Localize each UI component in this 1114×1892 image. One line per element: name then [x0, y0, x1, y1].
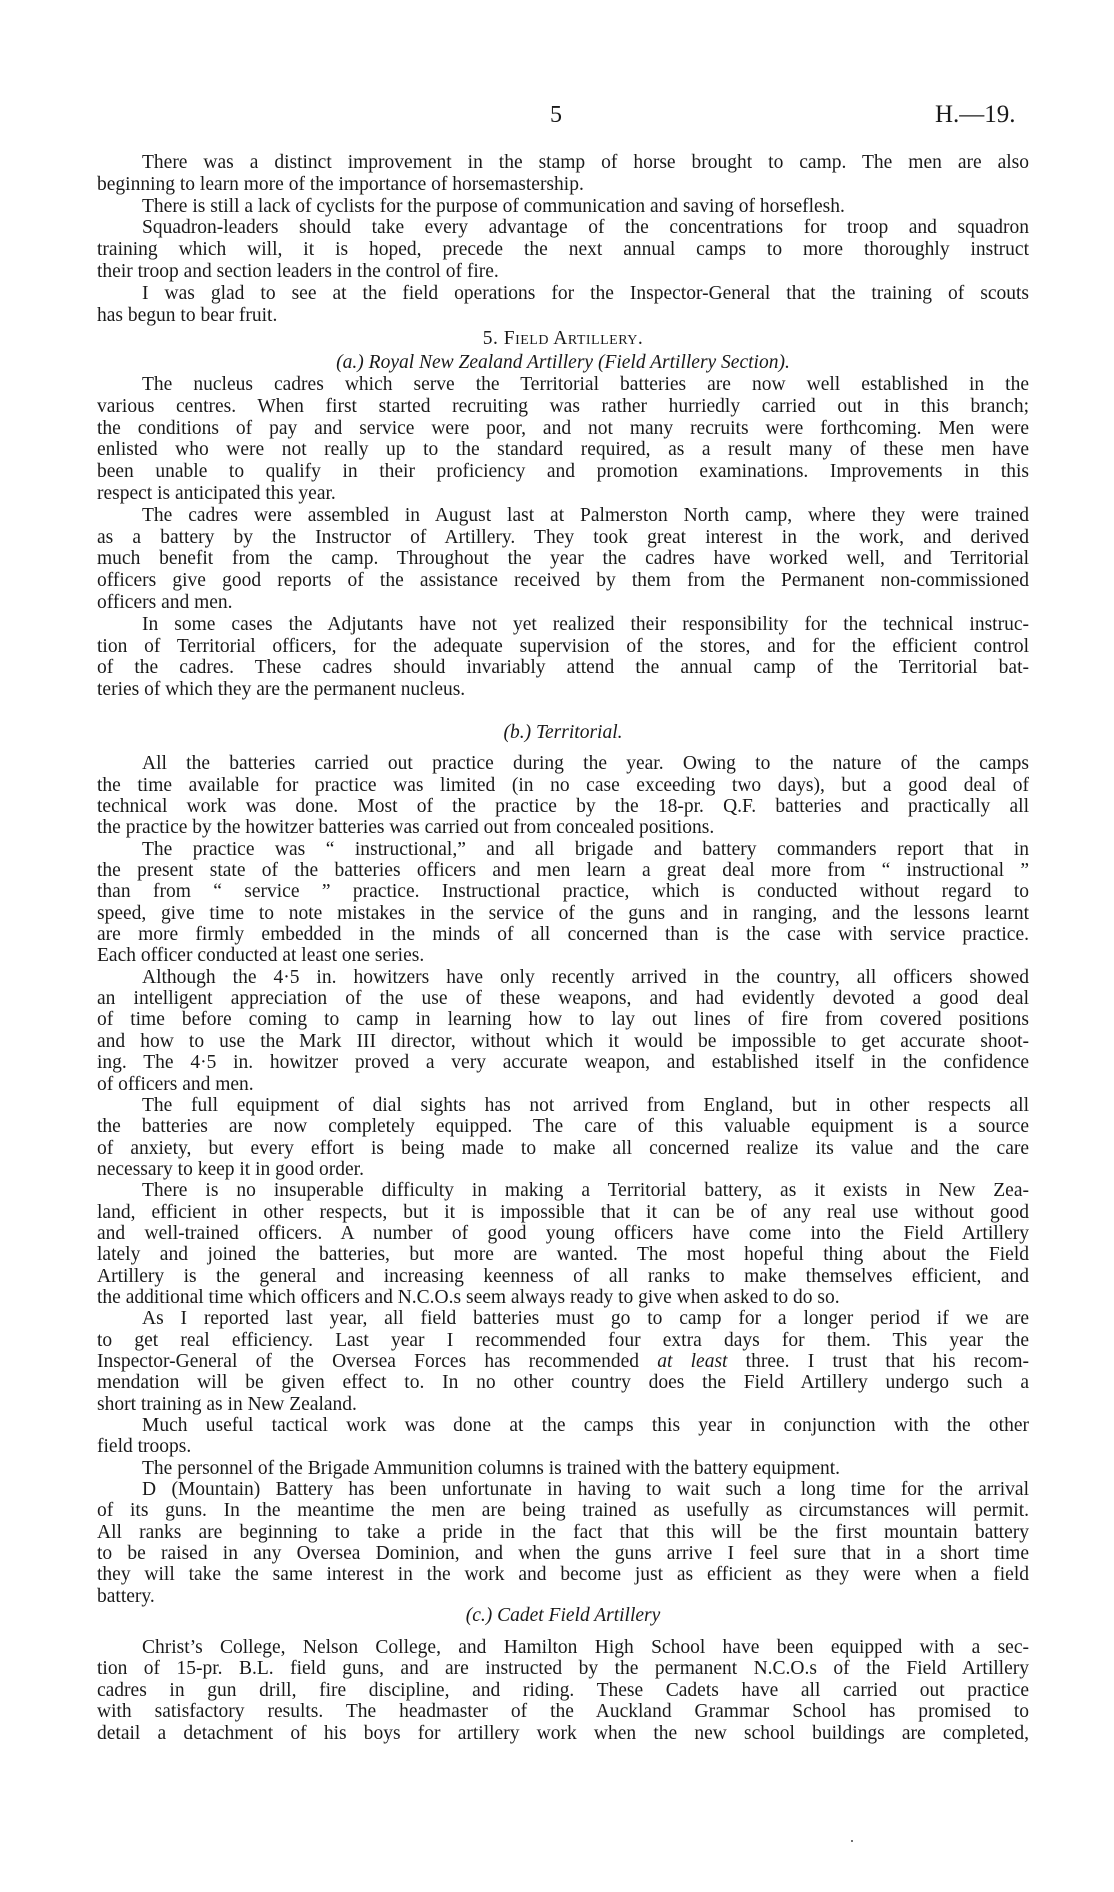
paragraph	[97, 614, 1029, 701]
section-heading	[97, 328, 1029, 350]
text-line: The cadres were assembled in August last at Palmerston North camp, where they were trained	[142, 504, 1029, 526]
text-line: the practice by the howitzer batteries was carried out from concealed positions.	[97, 817, 715, 839]
text-line: tion of Territorial officers, for the adequate supervision of the stores, and for the efficient control	[97, 635, 1029, 657]
text-line: detail a detachment of his boys for artillery work when the new school buildings are completed,	[97, 1722, 1029, 1744]
section-heading	[97, 1605, 1029, 1627]
text-line: necessary to keep it in good order.	[97, 1158, 364, 1180]
text-line: There is still a lack of cyclists for the purpose of communication and saving of horseflesh.	[142, 195, 845, 217]
paragraph	[97, 217, 1029, 282]
paragraph	[97, 152, 1029, 196]
text-line: All ranks are beginning to take a pride in the fact that this will be the first mountain battery	[97, 1521, 1029, 1543]
paragraph	[97, 753, 1029, 838]
text-line: the additional time which officers and N.C.O.s seem always ready to give when asked to do so.	[97, 1286, 840, 1308]
text-segment: three. I trust that his recom-	[727, 1350, 1029, 1372]
text-line: to be raised in any Oversea Dominion, and when the guns arrive I feel sure that in a short time	[97, 1543, 1029, 1565]
text-line: of the cadres. These cadres should invariably attend the annual camp of the Territorial bat-	[97, 657, 1029, 679]
text-line: The practice was “ instructional,” and all brigade and battery commanders report that in	[142, 838, 1029, 860]
text-line: field troops.	[97, 1436, 192, 1458]
text-line: (a.) Royal New Zealand Artillery (Field Artillery Section).	[336, 352, 790, 374]
text-line: technical work was done. Most of the practice by the 18-pr. Q.F. batteries and practically all	[97, 796, 1029, 818]
text-line: tion of 15-pr. B.L. field guns, and are instructed by the permanent N.C.O.s of the Field Artillery	[97, 1658, 1029, 1680]
paragraph	[97, 1308, 1029, 1415]
text-line: teries of which they are the permanent nucleus.	[97, 679, 466, 701]
scan-speck	[851, 1840, 853, 1842]
text-line: Artillery is the general and increasing keenness of all ranks to make themselves efficient, and	[97, 1265, 1029, 1287]
text-line: and well-trained officers. A number of good young officers have come into the Field Artillery	[97, 1222, 1029, 1244]
text-line: their troop and section leaders in the control of fire.	[97, 260, 499, 282]
text-segment: Inspector-General of the Oversea Forces has recommended	[97, 1350, 658, 1372]
text-line: Much useful tactical work was done at the camps this year in conjunction with the other	[142, 1415, 1029, 1436]
text-line: are more firmly embedded in the minds of all concerned than is the case with service practice.	[97, 924, 1029, 946]
text-line: Squadron-leaders should take every advantage of the concentrations for troop and squadron	[142, 217, 1029, 239]
section-heading	[97, 722, 1029, 743]
section-heading	[97, 352, 1029, 374]
text-line: the time available for practice was limited (in no case exceeding two days), but a good deal of	[97, 774, 1029, 796]
text-line: they will take the same interest in the work and become just as efficient as they were when a field	[97, 1564, 1029, 1586]
text-line: officers give good reports of the assistance received by them from the Permanent non-commissioned	[97, 570, 1029, 592]
text-line: beginning to learn more of the importance of horsemastership.	[97, 173, 584, 195]
text-line: the conditions of pay and service were poor, and not many recruits were forthcoming. Men were	[97, 417, 1029, 439]
text-line: with satisfactory results. The headmaster of the Auckland Grammar School has promised to	[97, 1701, 1029, 1723]
text-section	[97, 1603, 1029, 1745]
paragraph	[97, 1415, 1029, 1458]
text-line: land, efficient in other respects, but it is impossible that it can be of any real use without good	[97, 1201, 1029, 1223]
paragraph	[97, 1458, 1029, 1479]
text-line: In some cases the Adjutants have not yet realized their responsibility for the technical instruc-	[142, 613, 1029, 635]
paragraph	[97, 196, 1029, 218]
text-line: of its guns. In the meantime the men are being trained as usefully as circumstances will permit.	[97, 1500, 1029, 1522]
text-line: and how to use the Mark III director, without which it would be impossible to get accurate shoot-	[97, 1030, 1029, 1052]
text-line: There was a distinct improvement in the stamp of horse brought to camp. The men are also	[142, 152, 1029, 173]
text-line: cadres in gun drill, fire discipline, and riding. These Cadets have all carried out practice	[97, 1679, 1029, 1701]
text-line: mendation will be given effect to. In no other country does the Field Artillery undergo such a	[97, 1372, 1029, 1394]
text-line: Each officer conducted at least one series.	[97, 945, 425, 967]
text-line: 5. Field Artillery.	[482, 328, 644, 350]
text-line: The personnel of the Brigade Ammunition columns is trained with the battery equipment.	[142, 1457, 841, 1479]
page-number: 5	[550, 102, 562, 128]
text-line: (b.) Territorial.	[503, 722, 623, 743]
paragraph	[97, 1479, 1029, 1607]
text-line: Although the 4·5 in. howitzers have only recently arrived in the country, all officers showed	[142, 966, 1029, 988]
emphasis-text: at least	[657, 1350, 728, 1372]
text-line: Christ’s College, Nelson College, and Hamilton High School have been equipped with a sec-	[142, 1636, 1029, 1658]
paragraph	[97, 967, 1029, 1095]
text-line: ing. The 4·5 in. howitzer proved a very accurate weapon, and established itself in the confidence	[97, 1052, 1029, 1074]
text-line: The full equipment of dial sights has not arrived from England, but in other respects all	[142, 1094, 1029, 1116]
paragraph	[97, 1095, 1029, 1180]
text-line: (c.) Cadet Field Artillery	[465, 1605, 661, 1626]
text-line: training which will, it is hoped, precede the next annual camps to more thoroughly instruct	[97, 239, 1029, 261]
text-line: D (Mountain) Battery has been unfortunate in having to wait such a long time for the arrival	[142, 1479, 1029, 1501]
text-line: battery.	[97, 1585, 155, 1607]
text-line: as a battery by the Instructor of Artillery. They took great interest in the work, and derived	[97, 526, 1029, 548]
paragraph	[97, 374, 1029, 505]
text-line: As I reported last year, all field batteries must go to camp for a longer period if we are	[142, 1308, 1029, 1330]
paragraph	[97, 1637, 1029, 1745]
text-line: lately and joined the batteries, but more are wanted. The most hopeful thing about the Field	[97, 1244, 1029, 1266]
text-line: officers and men.	[97, 591, 233, 613]
text-line: of time before coming to camp in learning how to lay out lines of fire from covered positions	[97, 1009, 1029, 1031]
text-section	[97, 720, 1029, 1607]
text-line: an intelligent appreciation of the use of these weapons, and had evidently devoted a good deal	[97, 988, 1029, 1010]
text-line: much benefit from the camp. Throughout the year the cadres have worked well, and Territorial	[97, 548, 1029, 570]
text-line	[97, 1351, 1029, 1372]
text-section	[97, 152, 1029, 701]
text-line: There is no insuperable difficulty in making a Territorial battery, as it exists in New Zea-	[142, 1180, 1029, 1202]
text-line: has begun to bear fruit.	[97, 304, 278, 326]
paragraph	[97, 505, 1029, 614]
paragraph	[97, 839, 1029, 967]
text-line: I was glad to see at the field operations for the Inspector-General that the training of scouts	[142, 282, 1029, 304]
text-line: respect is anticipated this year.	[97, 482, 336, 504]
text-line: speed, give time to note mistakes in the service of the guns and in ranging, and the lessons learnt	[97, 902, 1029, 924]
text-line: of anxiety, but every effort is being made to make all concerned realize its value and the care	[97, 1137, 1029, 1159]
text-line: the present state of the batteries officers and men learn a great deal more from “ instructional ”	[97, 860, 1029, 882]
text-line: enlisted who were not really up to the standard required, as a result many of these men have	[97, 439, 1029, 461]
text-line: to get real efficiency. Last year I recommended four extra days for them. This year the	[97, 1329, 1029, 1351]
text-line: The nucleus cadres which serve the Territorial batteries are now well established in the	[142, 373, 1029, 395]
text-line: short training as in New Zealand.	[97, 1393, 357, 1415]
text-line: various centres. When first started recruiting was rather hurriedly carried out in this branch;	[97, 395, 1029, 417]
document-reference: H.—19.	[935, 101, 1016, 128]
text-line: been unable to qualify in their proficiency and promotion examinations. Improvements in this	[97, 461, 1029, 483]
text-line: than from “ service ” practice. Instructional practice, which is conducted without regard to	[97, 881, 1029, 903]
text-line: the batteries are now completely equipped. The care of this valuable equipment is a source	[97, 1116, 1029, 1138]
paragraph	[97, 1180, 1029, 1308]
text-line: of officers and men.	[97, 1073, 254, 1095]
text-line: All the batteries carried out practice during the year. Owing to the nature of the camps	[142, 753, 1029, 775]
paragraph	[97, 283, 1029, 327]
